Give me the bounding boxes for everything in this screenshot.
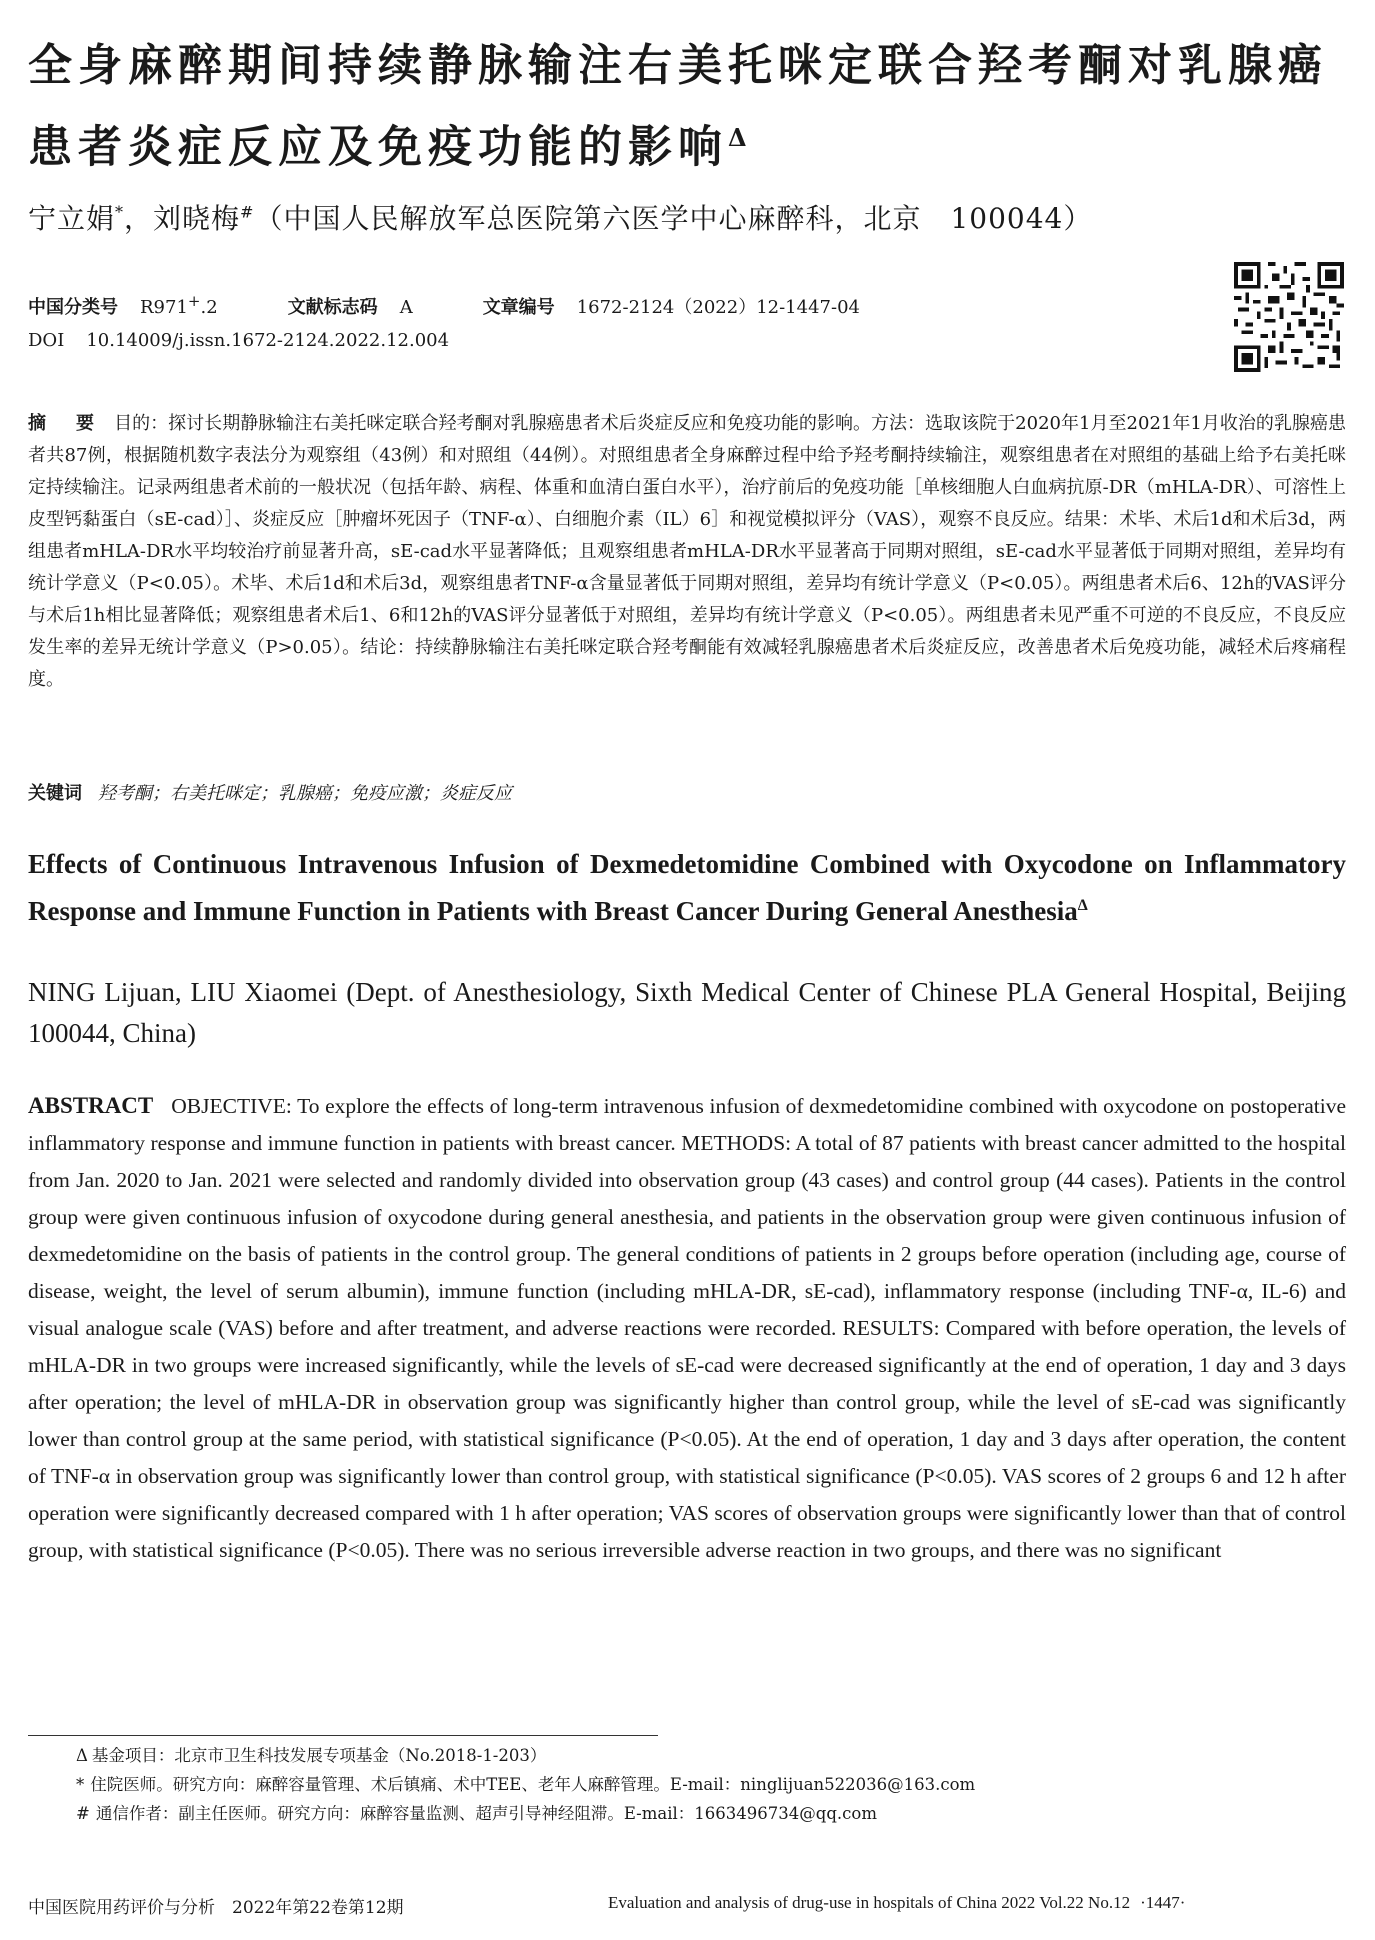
footnote-first-author [76,1773,975,1797]
doi-label: DOI [28,330,65,351]
classification-row [28,292,860,319]
journal-footer-en [608,1893,1185,1913]
footnote-fund-mark: Δ [76,1746,88,1765]
footnote-fund-text: 基金项目：北京市卫生科技发展专项基金（No.2018-1-203） [91,1746,547,1765]
clc-value: R971+.2 [140,292,218,318]
footnote-corresponding-author [76,1802,877,1826]
author-name-1: 宁立娟 [28,202,116,235]
qr-code-icon [1234,262,1344,372]
chinese-abstract-body: 目的：探讨长期静脉输注右美托咪定联合羟考酮对乳腺癌患者术后炎症反应和免疫功能的影响。方法：选取该院于2020年1月至2021年1月收治的乳腺癌患者共87例，根据随机数字表法分为观察组（43例）和对照组（44例）。对照组患者全身麻醉过程中给予羟考酮持续输注，观察组患者在对照组的基础上给予右美托咪定持续输注。记录两组患者术前的一般状况（包括年龄、病程、体重和血清白蛋白水平），治疗前后的免疫功能［单核细胞人白血病抗原-DR（mHLA-DR）、可溶性上皮型钙黏蛋白（sE-cad）］、炎症反应［肿瘤坏死因子（TNF-α）、白细胞介素（IL）6］和视觉模拟评分（VAS），观察不良反应。结果：术毕、术后1d和术后3d，两组患者mHLA-DR水平均较治疗前显著升高，sE-cad水平显著降低；且观察组患者mHLA-DR水平显著高于同期对照组，sE-cad水平显著低于同期对照组，差异均有统计学意义（P<0.05）。术毕、术后1d和术后3d，观察组患者TNF-α含量显著低于同期对照组，差异均有统计学意义（P<0.05）。两组患者术后6、12h的VAS评分与术后1h相比显著降低；观察组患者术后1、6和12h的VAS评分显著低于对照组，差异均有统计学意义（P<0.05）。两组患者未见严重不可逆的不良反应，不良反应发生率的差异无统计学意义（P>0.05）。结论：持续静脉输注右美托咪定联合羟考酮能有效减轻乳腺癌患者术后炎症反应，改善患者术后免疫功能，减轻术后疼痛程度。 [28,413,1347,690]
english-title-fund-mark: Δ [1077,897,1088,914]
chinese-keywords [28,778,1346,810]
chinese-title [28,30,1348,184]
author-separator: ， [124,202,154,235]
english-title [28,844,1346,932]
doi-value: 10.14009/j.issn.1672-2124.2022.12.004 [86,330,450,351]
footnote-corresponding-mark: # [76,1804,90,1823]
page-number: ·1447· [1140,1893,1186,1912]
footnote-first-author-text: 住院医师。研究方向：麻醉容量管理、术后镇痛、术中TEE、老年人麻醉管理。E-mail：ninglijuan522036@163.com [90,1775,976,1794]
article-number-label: 文章编号 [482,297,555,318]
chinese-title-text: 全身麻醉期间持续静脉输注右美托咪定联合羟考酮对乳腺癌患者炎症反应及免疫功能的影响 [28,40,1328,173]
english-authors: NING Lijuan, LIU Xiaomei (Dept. of Anesthesiology, Sixth Medical Center of Chinese PLA General Hospital, Beijing 100044, China) [28,977,1346,1048]
author-mark-2: # [240,202,255,222]
chinese-abstract [28,408,1346,696]
article-number-value: 1672-2124（2022）12-1447-04 [576,297,860,318]
title-fund-mark: Δ [728,123,747,152]
author-affiliation: （中国人民解放军总医院第六医学中心麻醉科，北京 100044） [254,202,1093,235]
english-abstract-heading: ABSTRACT [28,1093,154,1118]
footnote-divider [28,1735,658,1736]
chinese-keywords-heading: 关键词 [28,783,82,804]
chinese-authors [28,197,1092,237]
chinese-abstract-heading: 摘 要 [28,413,101,434]
clc-label: 中国分类号 [28,297,118,318]
english-abstract [28,1087,1346,1569]
author-name-2: 刘晓梅 [153,202,241,235]
english-title-text: Effects of Continuous Intravenous Infusion of Dexmedetomidine Combined with Oxycodone on Inflammatory Response and Immune Function in Patients with Breast Cancer During General Anesthesia [28,849,1346,926]
chinese-keywords-list: 羟考酮；右美托咪定；乳腺癌；免疫应激；炎症反应 [98,783,512,804]
author-mark-1: * [115,202,125,222]
footnote-corresponding-text: 通信作者：副主任医师。研究方向：麻醉容量监测、超声引导神经阻滞。E-mail：1663496734@qq.com [95,1804,877,1823]
doc-code-label: 文献标志码 [287,297,378,318]
journal-footer-en-text: Evaluation and analysis of drug-use in hospitals of China 2022 Vol.22 No.12 [608,1893,1131,1912]
journal-footer-cn: 中国医院用药评价与分析 2022年第22卷第12期 [28,1898,404,1918]
english-abstract-body: OBJECTIVE: To explore the effects of long-term intravenous infusion of dexmedetomidine combined with oxycodone on postoperative inflammatory response and immune function in patients with breast cancer. METHODS: A total of 87 patients with breast cancer admitted to the hospital from Jan. 2020 to Jan. 2021 were selected and randomly divided into observation group (43 cases) and control group (44 cases). Patients in the control group were given continuous infusion of oxycodone during general anesthesia, and patients in the observation group were given continuous infusion of dexmedetomidine on the basis of patients in the control group. The general conditions of patients in 2 groups before operation (including age, course of disease, weight, the level of serum albumin), immune function (including mHLA-DR, sE-cad), inflammatory response (including TNF-α, IL-6) and visual analogue scale (VAS) before and after treatment, and adverse reactions were recorded. RESULTS: Compared with before operation, the levels of mHLA-DR in two groups were increased significantly, while the levels of sE-cad were decreased significantly at the end of operation, 1 day and 3 days after operation; the level of mHLA-DR in observation group was significantly higher than control group, while the level of sE-cad was significantly lower than control group at the same period, with statistical significance (P<0.05). At the end of operation, 1 day and 3 days after operation, the content of TNF-α in observation group was significantly lower than control group, with statistical significance (P<0.05). VAS scores of 2 groups 6 and 12 h after operation were significantly decreased compared with 1 h after operation; VAS scores of observation groups were significantly lower than that of control group, with statistical significance (P<0.05). There was no serious irreversible adverse reaction in two groups, and there was no significant [28,1094,1346,1562]
footnote-fund [76,1744,546,1768]
doc-code-value: A [399,297,413,318]
footnote-first-author-mark: * [76,1775,85,1794]
doi-row [28,330,449,351]
